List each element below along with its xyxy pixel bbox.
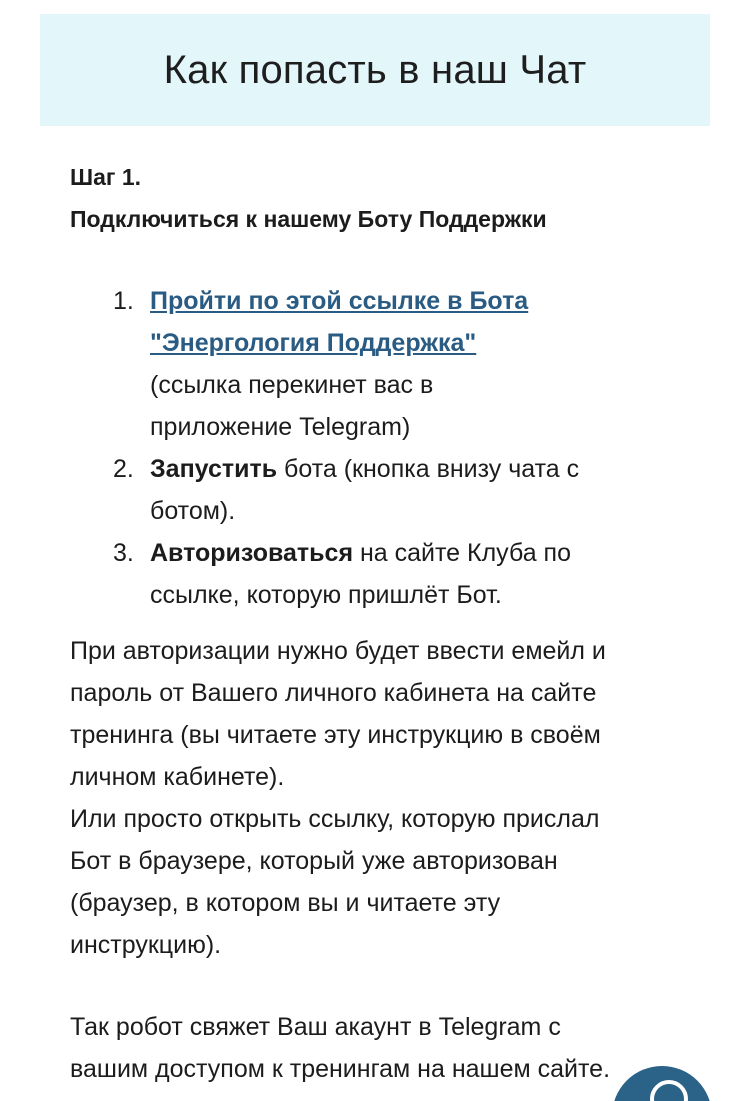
bot-link-line2: "Энергология Поддержка" [150, 329, 477, 357]
paragraph-line: (браузер, в котором вы и читаете эту [70, 889, 501, 917]
chat-icon [650, 1080, 688, 1101]
step-action-bold: Запустить [150, 455, 278, 483]
list-number: 3. [113, 539, 134, 567]
step-text: ботом). [150, 497, 236, 525]
paragraph-line: Или просто открыть ссылку, которую прислал [70, 805, 600, 833]
list-number: 2. [113, 455, 134, 483]
list-item [113, 280, 690, 448]
paragraph-line: При авторизации нужно будет ввести емейл и [70, 637, 606, 665]
steps-list [70, 280, 690, 616]
link-note-line1: (ссылка перекинет вас в [150, 371, 434, 399]
paragraph-line: тренинга (вы читаете эту инструкцию в своём [70, 721, 601, 749]
page-title: Как попасть в наш Чат [163, 47, 587, 92]
link-note-line2: приложение Telegram) [150, 413, 411, 441]
step-text: бота (кнопка внизу чата с [277, 455, 580, 483]
step-action-bold: Авторизоваться [150, 539, 354, 567]
list-item [113, 532, 690, 616]
paragraph-line: личном кабинете). [70, 763, 285, 791]
paragraph-line: пароль от Вашего личного кабинета на сайте [70, 679, 597, 707]
step-text: ссылке, которую пришлёт Бот. [150, 581, 502, 609]
paragraph-link-account [70, 1006, 690, 1090]
paragraph-line: Бот в браузере, который уже авторизован [70, 847, 558, 875]
step-text: на сайте Клуба по [353, 539, 572, 567]
paragraph-line: инструкцию). [70, 931, 222, 959]
list-item [113, 448, 690, 532]
bot-link[interactable] [150, 287, 528, 357]
header-banner [40, 14, 710, 126]
bot-link-line1: Пройти по этой ссылке в Бота [150, 287, 529, 315]
article-content [70, 156, 690, 1090]
paragraph-line: вашим доступом к тренингам на нашем сайте. [70, 1055, 611, 1083]
list-number: 1. [113, 287, 134, 315]
paragraph-line: Так робот свяжет Ваш акаунт в Telegram с [70, 1013, 561, 1041]
step-subtitle: Подключиться к нашему Боту Поддержки [70, 206, 547, 232]
paragraph-auth [70, 630, 690, 966]
step-number: Шаг 1. [70, 164, 142, 190]
